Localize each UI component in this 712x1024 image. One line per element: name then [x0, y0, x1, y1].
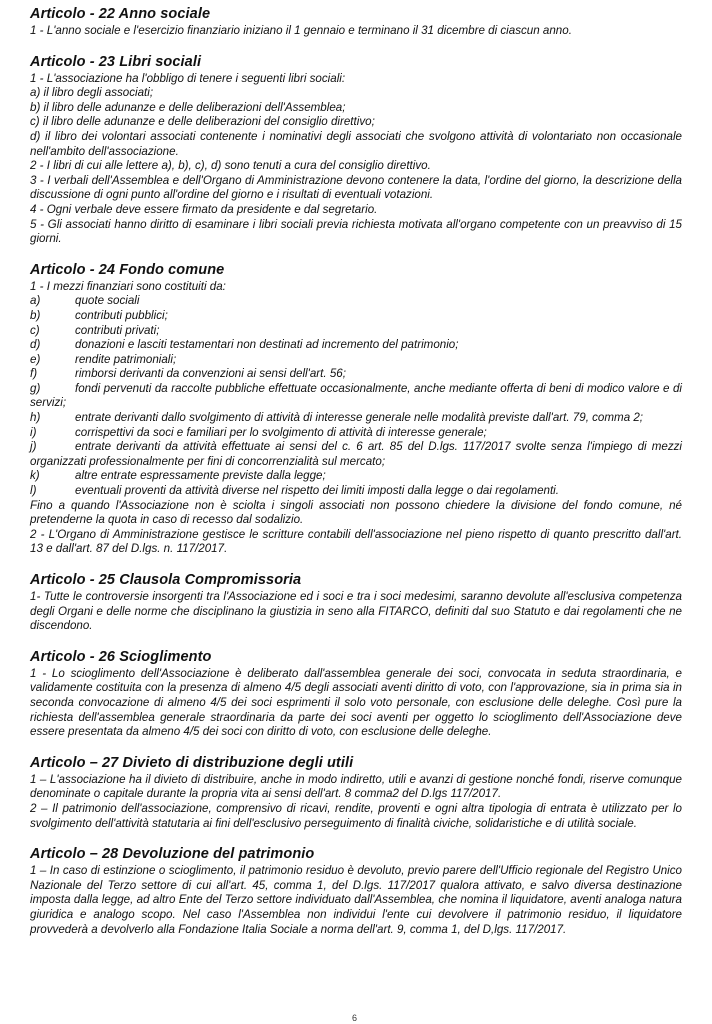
list-item	[30, 440, 682, 469]
list-item	[30, 469, 682, 484]
list-item	[30, 353, 682, 368]
article-paragraph: 5 - Gli associati hanno diritto di esaminare i libri sociali previa richiesta motivata all'organo competente con un preavviso di 15 giorni.	[30, 217, 682, 246]
article-title: Articolo - 24 Fondo comune	[30, 261, 225, 278]
list-item-text: entrate derivanti dallo svolgimento di attività di interesse generale nelle modalità previste dall'art. 79, comma 2;	[75, 411, 644, 425]
document-page	[30, 6, 682, 937]
article-title: Articolo - 26 Scioglimento	[30, 648, 212, 665]
list-item-letter: c)	[30, 323, 40, 337]
list-item	[30, 294, 682, 309]
list-item-letter: l)	[30, 484, 37, 498]
article-27	[30, 755, 682, 831]
list-item-text: fondi pervenuti da raccolte pubbliche effettuate occasionalmente, anche mediante offerta di beni di modico valore e di servizi;	[30, 381, 682, 410]
list-item	[30, 324, 682, 339]
article-23	[30, 54, 682, 247]
article-22	[30, 6, 682, 39]
article-paragraph: 1 - Lo scioglimento dell'Associazione è deliberato dall'assemblea generale dei soci, convocata in seduta straordinaria, e validamente costituita con la presenza di almeno 4/5 degli associati aventi diritto di voto, con l'approvazione, sia in prima sia in seconda convocazione di almeno 4/5 dei soci esprimenti il solo voto personale, con esclusione delle deleghe. Così pure la richiesta dell'assemblea generale straordinaria da parte dei soci aventi per oggetto lo scioglimento dell'Associazione deve essere presentata da almeno 4/5 dei soci con diritto di voto, con esclusione delle deleghe.	[30, 666, 682, 739]
list-item	[30, 426, 682, 441]
list-item-text: altre entrate espressamente previste dalla legge;	[75, 469, 326, 483]
list-item-text: eventuali proventi da attività diverse nel rispetto dei limiti imposti dalla legge o dai regolamenti.	[75, 484, 559, 498]
article-paragraph: 3 - I verbali dell'Assemblea e dell'Organo di Amministrazione devono contenere la data, l'ordine del giorno, la descrizione della discussione di ogni punto all'ordine del giorno e i risultati di eventuali votazioni.	[30, 173, 682, 202]
list-item-letter: e)	[30, 352, 41, 366]
article-paragraph: 4 - Ogni verbale deve essere firmato da presidente e dal segretario.	[30, 202, 378, 216]
list-item	[30, 382, 682, 411]
list-item-letter: g)	[30, 381, 41, 395]
list-item-text: contributi pubblici;	[75, 308, 168, 322]
list-item-text: quote sociali	[75, 294, 140, 308]
article-intro: 1 - I mezzi finanziari sono costituiti da:	[30, 279, 226, 293]
article-paragraph: Fino a quando l'Associazione non è sciolta i singoli associati non possono chiedere la divisione del fondo comune, né pretenderne la quota in caso di recesso dal sodalizio.	[30, 498, 682, 527]
list-item	[30, 411, 682, 426]
list-item	[30, 484, 682, 499]
article-paragraph: 1- Tutte le controversie insorgenti tra l'Associazione ed i soci e tra i soci medesimi, saranno devolute all'esclusiva competenza degli Organi e delle norme che disciplinano la giustizia in seno alla FITARCO, definiti dal suo Statuto e dai regolamenti che ne discendono.	[30, 590, 682, 633]
article-paragraph: c) il libro delle adunanze e delle deliberazioni del consiglio direttivo;	[30, 115, 375, 129]
article-paragraph: 1 - L'associazione ha l'obbligo di tenere i seguenti libri sociali:	[30, 71, 346, 85]
article-paragraph: d) il libro dei volontari associati contenente i nominativi degli associati che svolgono attività di volontariato non occasionale nell'ambito dell'associazione.	[30, 129, 682, 158]
list-item-letter: i)	[30, 425, 37, 439]
article-title: Articolo - 23 Libri sociali	[30, 53, 202, 70]
article-paragraph: 1 - L'anno sociale e l'esercizio finanziario iniziano il 1 gennaio e terminano il 31 dicembre di ciascun anno.	[30, 24, 572, 37]
list-item	[30, 367, 682, 382]
article-paragraph: b) il libro delle adunanze e delle deliberazioni dell'Assemblea;	[30, 100, 346, 114]
article-paragraph: 2 - I libri di cui alle lettere a), b), c), d) sono tenuti a cura del consiglio direttivo.	[30, 159, 431, 173]
article-paragraph: 2 - L'Organo di Amministrazione gestisce le scritture contabili dell'associazione nel pieno rispetto di quanto prescritto dall'art. 13 e dall'art. 87 del D.lgs. n. 117/2017.	[30, 527, 682, 556]
list-item	[30, 309, 682, 324]
article-28	[30, 846, 682, 937]
list-item-letter: k)	[30, 469, 40, 483]
list-item-letter: d)	[30, 338, 41, 352]
list-item-letter: a)	[30, 294, 41, 308]
article-24	[30, 262, 682, 557]
list-item-text: donazioni e lasciti testamentari non destinati ad incremento del patrimonio;	[75, 338, 459, 352]
article-title: Articolo - 22 Anno sociale	[30, 6, 211, 22]
article-26	[30, 649, 682, 740]
article-paragraph: 2 – Il patrimonio dell'associazione, comprensivo di ricavi, rendite, proventi e ogni altra tipologia di entrata è utilizzato per lo svolgimento dell'attività statutaria ai fini dell'esclusivo perseguimento di finalità civiche, solidaristiche e di utilità sociale.	[30, 801, 682, 830]
list-item-letter: f)	[30, 367, 38, 381]
page-number: 6	[352, 1013, 358, 1023]
article-paragraph: 1 – L'associazione ha il divieto di distribuire, anche in modo indiretto, utili e avanzi di gestione nonché fondi, riserve comunque denominate o capitale durante la propria vita ai sensi dell'art. 8 comma2 del D.lgs 117/2017.	[30, 772, 682, 801]
article-25	[30, 572, 682, 634]
list-item-text: entrate derivanti da attività effettuate ai sensi del c. 6 art. 85 del D.lgs. 117/2017 svolte senza l'impiego di mezzi organizzati professionalmente per fini di concorrenzialità sul mercato;	[30, 440, 682, 468]
list-item-letter: b)	[30, 308, 41, 322]
list-item-text: rimborsi derivanti da convenzioni ai sensi dell'art. 56;	[75, 367, 346, 381]
article-paragraph: a) il libro degli associati;	[30, 86, 154, 100]
list-item-text: corrispettivi da soci e familiari per lo svolgimento di attività di interesse generale;	[75, 425, 487, 439]
list-item-letter: h)	[30, 411, 41, 425]
list-item-text: rendite patrimoniali;	[75, 352, 177, 366]
article-paragraph: 1 – In caso di estinzione o scioglimento, il patrimonio residuo è devoluto, previo parere dell'Ufficio regionale del Registro Unico Nazionale del Terzo settore di cui all'art. 45, comma 1, del D.lgs. 117/2017 qualora attivato, e salvo diversa destinazione imposta dalla legge, ad altro Ente del Terzo settore individuato dall'Assemblea, che nomina il liquidatore, aventi analoga natura giuridica e analogo scopo. Nel caso l'Assemblea non individui l'ente cui devolvere il patrimonio residuo, il liquidatore provvederà a devolverlo alla Fondazione Italia Sociale a norma dell'art. 9, comma 1, del D,lgs. 117/2017.	[30, 864, 682, 936]
list-item-text: contributi privati;	[75, 323, 160, 337]
article-title: Articolo - 25 Clausola Compromissoria	[30, 572, 302, 588]
list-item	[30, 338, 682, 353]
article-title: Articolo – 28 Devoluzione del patrimonio	[30, 846, 315, 863]
list-item-letter: j)	[30, 440, 37, 454]
article-title: Articolo – 27 Divieto di distribuzione degli utili	[30, 754, 354, 771]
